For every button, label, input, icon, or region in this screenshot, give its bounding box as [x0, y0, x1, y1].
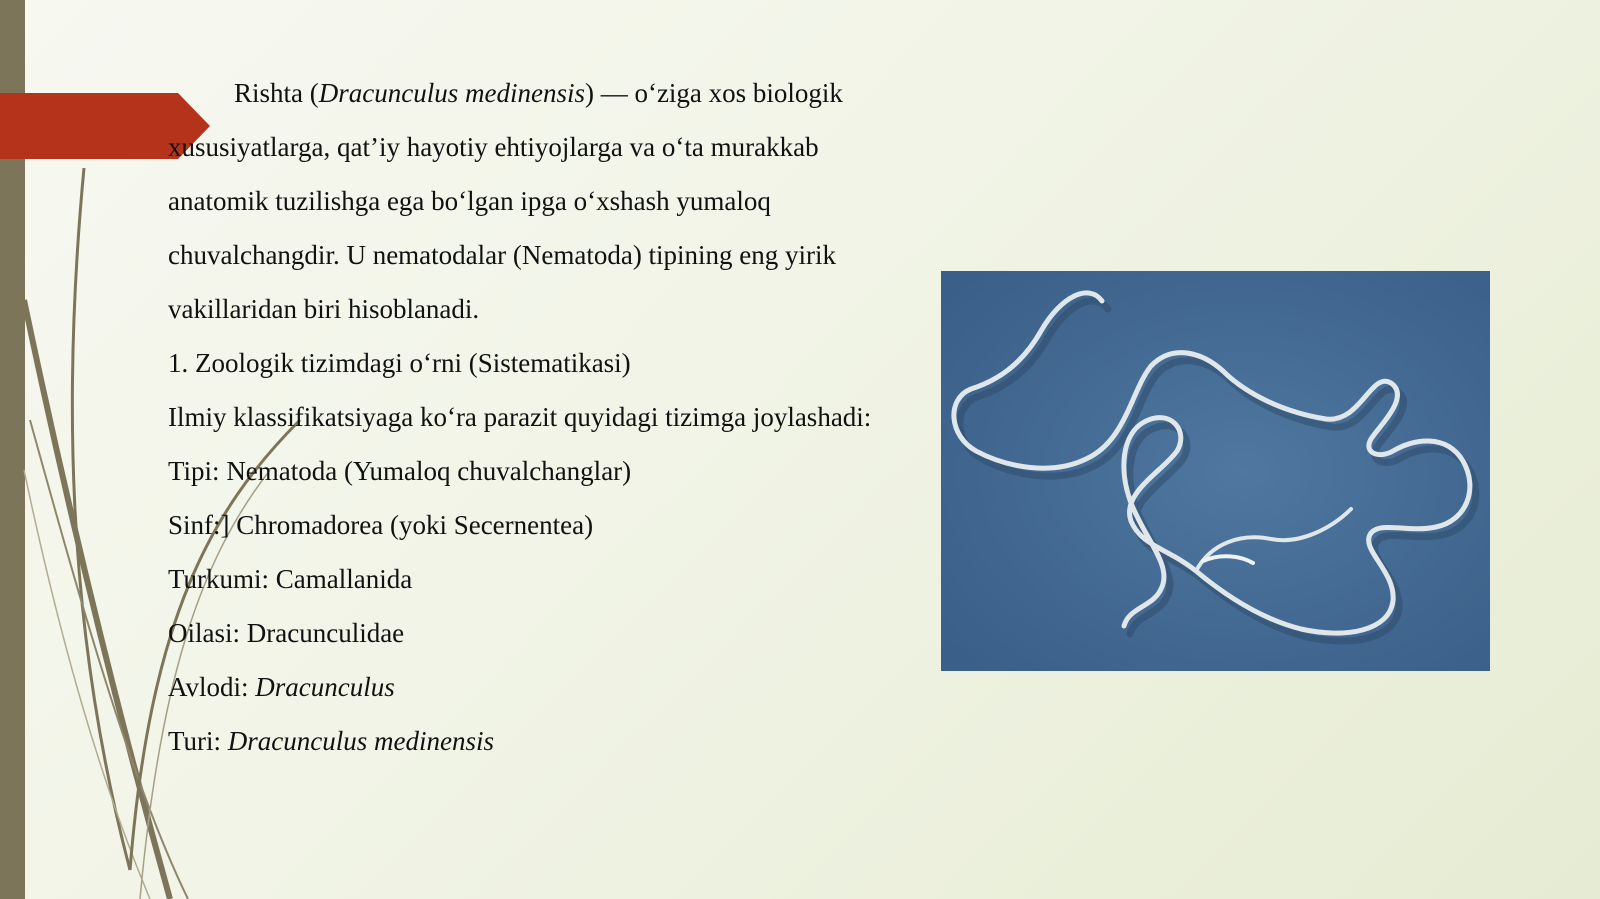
intro-species-italic: Dracunculus medinensis: [318, 78, 585, 108]
taxonomy-label: Turkumi:: [168, 564, 270, 594]
taxonomy-value: Dracunculus medinensis: [227, 726, 495, 756]
intro-pre: Rishta (: [234, 78, 319, 108]
taxonomy-label: Turi:: [168, 726, 222, 756]
taxonomy-value: Dracunculus: [255, 672, 395, 702]
taxonomy-label: Sinf:]: [168, 510, 230, 540]
taxonomy-species: [168, 714, 913, 768]
taxonomy-value: Camallanida: [275, 564, 413, 594]
slide-body: [168, 66, 913, 768]
taxonomy-value: Nematoda (Yumaloq chuvalchanglar): [226, 456, 632, 486]
taxonomy-label: Tipi:: [168, 456, 220, 486]
taxonomy-genus: [168, 660, 913, 714]
taxonomy-value: Dracunculidae: [246, 618, 405, 648]
classification-intro: Ilmiy klassifikatsiyaga ko‘ra parazit quyidagi tizimga joylashadi:: [168, 402, 872, 432]
taxonomy-value: Chromadorea (yoki Secernentea): [236, 510, 594, 540]
taxonomy-family: [168, 606, 913, 660]
taxonomy-class: [168, 498, 913, 552]
intro-post: ) — o‘ziga xos biologik xususiyatlarga, qat’iy hayotiy ehtiyojlarga va o‘ta murakkab anatomik tuzilishga ega bo‘lgan ipga o‘xshash yumaloq chuvalchangdir. U nematodalar (Nematoda) tipining eng yirik vakillaridan biri hisoblanadi.: [168, 78, 843, 324]
taxonomy-phylum: [168, 444, 913, 498]
taxonomy-order: [168, 552, 913, 606]
taxonomy-label: Avlodi:: [168, 672, 249, 702]
section-heading: 1. Zoologik tizimdagi o‘rni (Sistematikasi): [168, 348, 631, 378]
guinea-worm-photo: [941, 271, 1490, 671]
intro-paragraph: [168, 66, 913, 336]
taxonomy-label: Oilasi:: [168, 618, 240, 648]
